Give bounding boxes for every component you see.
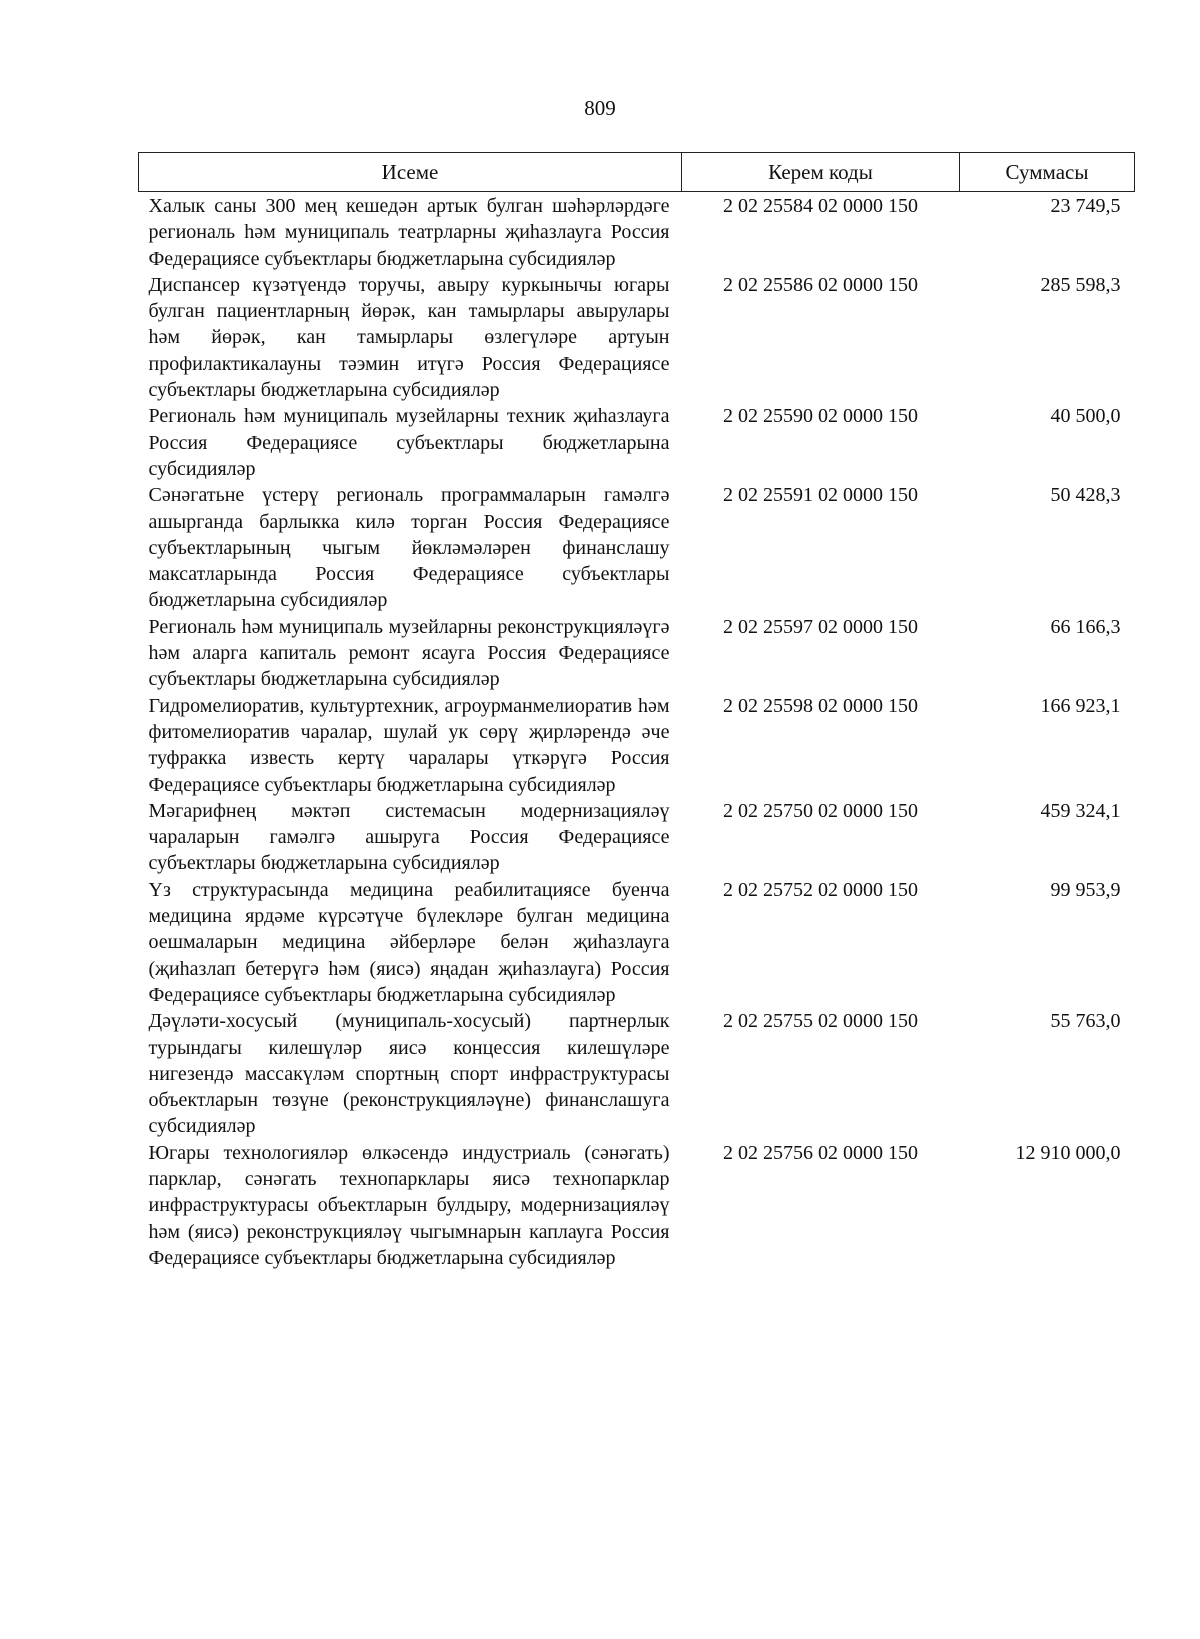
table-row — [139, 482, 1135, 613]
table-row — [139, 1008, 1135, 1139]
table-row — [139, 272, 1135, 403]
row-name: Халык саны 300 мең кешедән артык булган шәһәрләрдәге региональ һәм муниципаль театрларны җиһазлауга Россия Федерациясе субъектлары бюджетларына субсидияләр — [148, 195, 670, 270]
row-name: Сәнәгатьне үстерү региональ программаларын гамәлгә ашырганда барлыкка килә торган Россия Федерациясе субъектларының чыгым йөкләмәләрен финанслашу максатларында Россия Федерациясе субъектлары бюджетларына субсидияләр — [148, 484, 670, 612]
row-name: Дәүләти-хосусый (муниципаль-хосусый) партнерлык турындагы килешүләр яисә концессия килешүләре нигезендә массакүләм спортның спорт инфраструктурасы объектларын төзүне (реконструкцияләүне) финанслашуга субсидияләр — [148, 1010, 670, 1138]
table-row — [139, 614, 1135, 693]
row-name: Мәгарифнең мәктәп системасын модернизацияләү чараларын гамәлгә ашыруга Россия Федерациясе субъектлары бюджетларына субсидияләр — [148, 799, 670, 875]
row-sum: 459 324,1 — [1040, 799, 1121, 822]
budget-table — [138, 152, 1135, 1271]
table-row — [139, 192, 1135, 272]
row-sum: 66 166,3 — [1050, 615, 1121, 638]
row-code: 2 02 25755 02 0000 150 — [723, 1010, 918, 1033]
row-sum: 12 910 000,0 — [1015, 1141, 1121, 1164]
table-row — [139, 1140, 1135, 1271]
header-code: Керем коды — [682, 153, 960, 192]
row-name: Үз структурасында медицина реабилитациясе буенча медицина ярдәме күрсәтүче бүлекләре булган медицина оешмаларын медицина әйберләре белән җиһазлауга (җиһазлап бетерүгә һәм (яисә) яңадан җиһазлауга) Россия Федерациясе субъектлары бюджетларына субсидияләр — [148, 878, 670, 1006]
row-sum: 23 749,5 — [1050, 195, 1121, 217]
row-sum: 50 428,3 — [1050, 484, 1121, 507]
table-header-row — [139, 153, 1135, 192]
row-code: 2 02 25597 02 0000 150 — [723, 615, 918, 638]
row-name: Югары технологияләр өлкәсендә индустриаль (сәнәгать) парклар, сәнәгать технопарклары яисә технопарклар инфраструктурасы объектларын булдыру, модернизацияләү һәм (яисә) реконструкцияләү чыгымнарын каплауга Россия Федерациясе субъектлары бюджетларына субсидияләр — [148, 1141, 670, 1269]
header-sum: Суммасы — [960, 153, 1135, 192]
row-sum: 55 763,0 — [1050, 1010, 1121, 1033]
row-code: 2 02 25584 02 0000 150 — [723, 195, 918, 217]
row-sum: 40 500,0 — [1050, 405, 1121, 428]
row-code: 2 02 25598 02 0000 150 — [723, 694, 918, 717]
table-row — [139, 693, 1135, 798]
row-name: Гидромелиоратив, культуртехник, агроурманмелиоратив һәм фитомелиоратив чаралар, шулай ук сөрү җирләрендә әче туфракка известь кертү чаралары үткәрүгә Россия Федерациясе субъектлары бюджетларына субсидияләр — [148, 694, 670, 796]
row-sum: 285 598,3 — [1040, 273, 1121, 296]
page-number: 809 — [584, 96, 616, 120]
row-name: Региональ һәм муниципаль музейларны техник җиһазлауга Россия Федерациясе субъектлары бюджетларына субсидияләр — [148, 405, 670, 480]
row-code: 2 02 25590 02 0000 150 — [723, 405, 918, 428]
table-row — [139, 798, 1135, 877]
row-name: Региональ һәм муниципаль музейларны реконструкцияләүгә һәм аларга капиталь ремонт ясауга Россия Федерациясе субъектлары бюджетларына субсидияләр — [148, 615, 670, 691]
row-code: 2 02 25752 02 0000 150 — [723, 878, 918, 901]
row-sum: 99 953,9 — [1050, 878, 1121, 901]
row-code: 2 02 25586 02 0000 150 — [723, 273, 918, 296]
row-name: Диспансер күзәтүендә торучы, авыру куркынычы югары булган пациентларның йөрәк, кан тамырлары авырулары һәм йөрәк, кан тамырлары өзлегүләре артуын профилактикалауны тәэмин итүгә Россия Федерациясе субъектлары бюджетларына субсидияләр — [148, 273, 670, 402]
row-sum: 166 923,1 — [1040, 694, 1121, 717]
row-code: 2 02 25756 02 0000 150 — [723, 1141, 918, 1164]
table-row — [139, 877, 1135, 1008]
row-code: 2 02 25591 02 0000 150 — [723, 484, 918, 507]
table-row — [139, 403, 1135, 482]
table-body — [139, 192, 1135, 1272]
header-name: Исеме — [139, 153, 682, 192]
table-header — [139, 153, 1135, 192]
row-code: 2 02 25750 02 0000 150 — [723, 799, 918, 822]
